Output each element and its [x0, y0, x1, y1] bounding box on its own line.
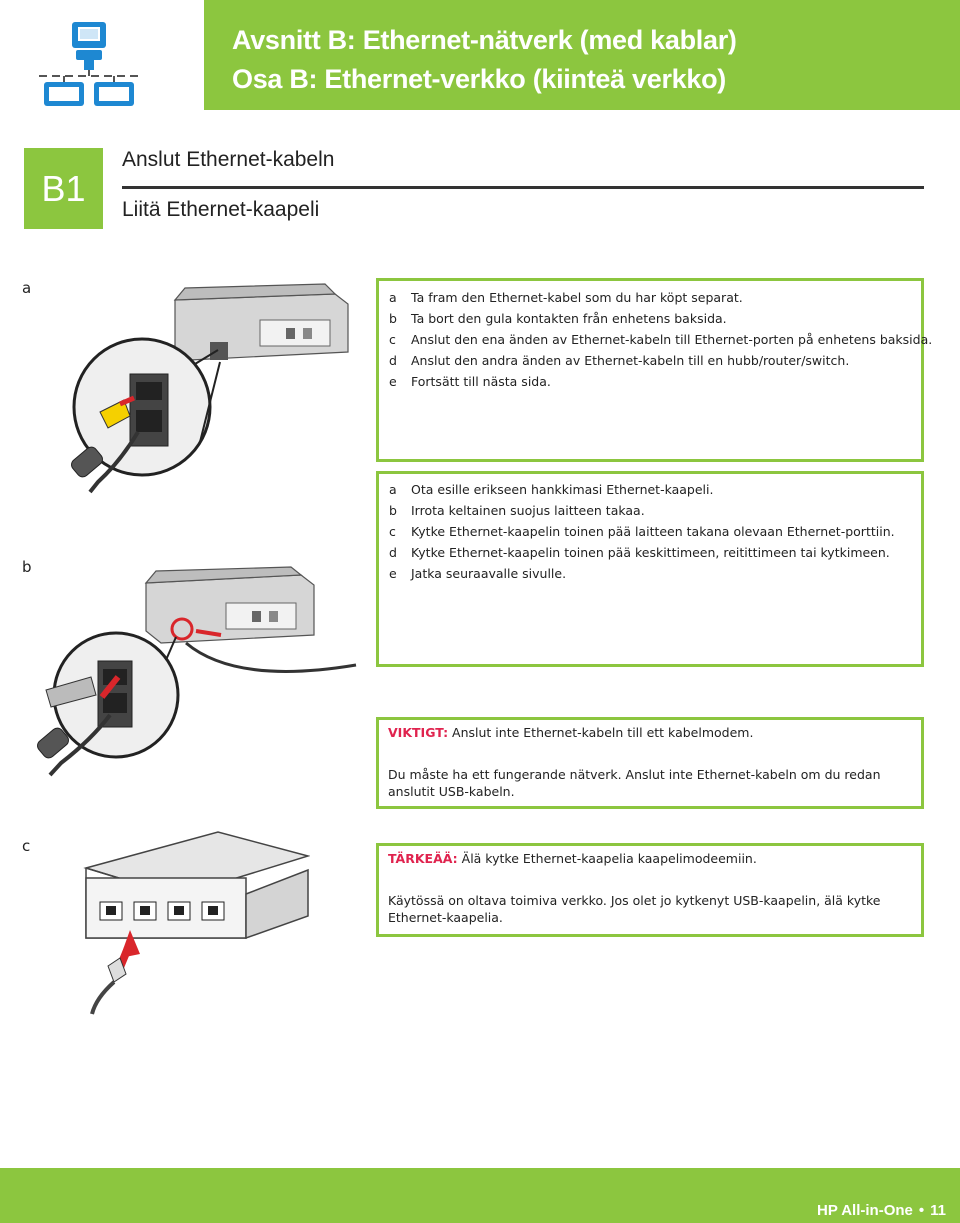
list-item: c Kytke Ethernet-kaapelin toinen pää laitteen takana olevaan Ethernet-porttiin. [389, 524, 895, 539]
footer-label [817, 1202, 946, 1219]
network-icon [34, 20, 144, 110]
step-title-finnish: Liitä Ethernet-kaapeli [122, 198, 320, 221]
warning-label: VIKTIGT: [388, 725, 449, 740]
section-title-swedish: Avsnitt B: Ethernet-nätverk (med kablar) [232, 25, 737, 55]
section-title-finnish: Osa B: Ethernet-verkko (kiinteä verkko) [232, 64, 726, 94]
list-item: d Anslut den andra änden av Ethernet-kabeln till en hubb/router/switch. [389, 353, 850, 368]
instructions-swedish-list [389, 287, 932, 392]
step-divider [122, 186, 924, 189]
list-item: a Ota esille erikseen hankkimasi Ethernet-kaapeli. [389, 482, 714, 497]
warning-label: TÄRKEÄÄ: [388, 851, 458, 866]
warning-swedish-panel [376, 717, 924, 809]
separator-dot: • [918, 1202, 925, 1219]
warning-finnish-headline: TÄRKEÄÄ: Älä kytke Ethernet-kaapelia kaapelimodeemiin. [388, 851, 757, 866]
list-item: a Ta fram den Ethernet-kabel som du har köpt separat. [389, 290, 743, 305]
page-number: 11 [930, 1202, 946, 1219]
list-item: e Jatka seuraavalle sivulle. [389, 566, 567, 581]
step-title-swedish: Anslut Ethernet-kabeln [122, 148, 335, 171]
printer-rear-yellow-plug-illustration [50, 282, 360, 497]
list-item: d Kytke Ethernet-kaapelin toinen pää keskittimeen, reitittimeen tai kytkimeen. [389, 545, 890, 560]
warning-swedish-headline: VIKTIGT: Anslut inte Ethernet-kabeln till ett kabelmodem. [388, 725, 754, 740]
list-item: c Anslut den ena änden av Ethernet-kabeln till Ethernet-porten på enhetens baksida. [389, 332, 933, 347]
illustration-label-c: c [22, 837, 31, 855]
list-item: e Fortsätt till nästa sida. [389, 374, 551, 389]
illustration-label-b: b [22, 558, 32, 576]
footer-band [0, 1168, 960, 1223]
instructions-finnish-list [389, 479, 895, 584]
network-hub-illustration [78, 826, 310, 1016]
list-item: b Irrota keltainen suojus laitteen takaa. [389, 503, 645, 518]
printer-ethernet-connection-illustration [36, 565, 366, 780]
warning-finnish-body: Käytössä on oltava toimiva verkko. Jos olet jo kytkenyt USB-kaapelin, älä kytke Ethernet-kaapelia. [388, 893, 881, 925]
warning-finnish-panel [376, 843, 924, 937]
instructions-finnish-panel [376, 471, 924, 667]
instructions-swedish-panel [376, 278, 933, 462]
list-item: b Ta bort den gula kontakten från enhetens baksida. [389, 311, 727, 326]
step-number-badge: B1 [24, 148, 103, 229]
warning-swedish-body: Du måste ha ett fungerande nätverk. Anslut inte Ethernet-kabeln om du redan anslutit USB-kabeln. [388, 767, 881, 799]
product-name: HP All-in-One [817, 1202, 913, 1219]
illustration-label-a: a [22, 279, 32, 297]
